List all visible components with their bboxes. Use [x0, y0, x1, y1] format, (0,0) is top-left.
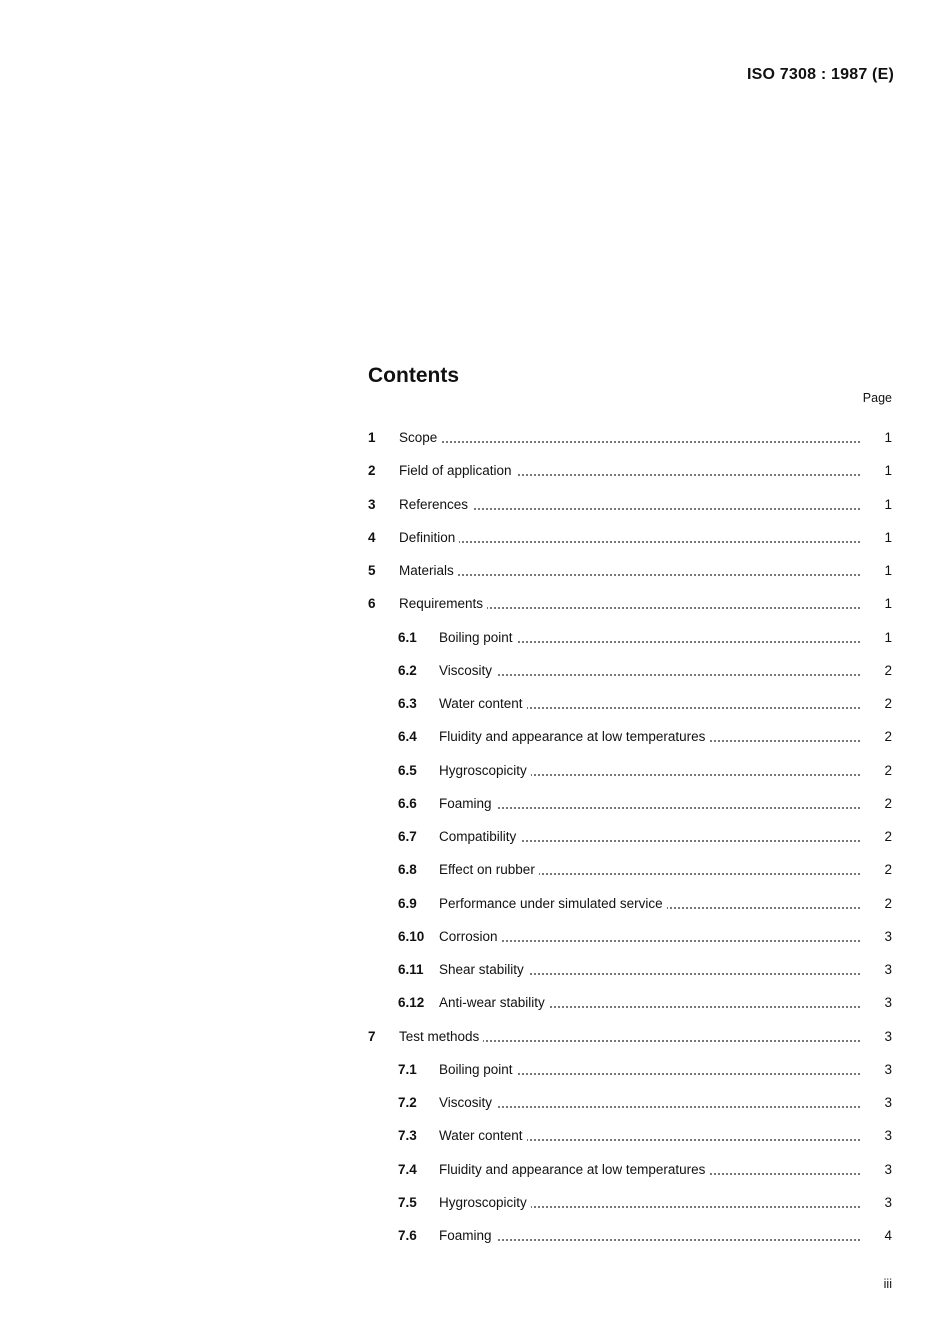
- contents-title: Contents: [368, 364, 459, 387]
- toc-entry-label: Viscosity: [439, 663, 496, 678]
- toc-entry: [368, 993, 894, 1013]
- toc-entry-number: 7.5: [398, 1194, 417, 1210]
- toc-entry-page: 2: [884, 895, 892, 911]
- toc-entry: [368, 727, 894, 747]
- toc-entry-number: 1: [368, 430, 376, 445]
- dot-leader: [439, 1233, 860, 1241]
- toc-entry-leader: [399, 528, 860, 548]
- toc-entry: [368, 661, 894, 681]
- toc-entry-label: Effect on rubber: [439, 862, 539, 877]
- toc-entry-page: 1: [884, 430, 892, 445]
- toc-entry: [368, 1160, 894, 1180]
- toc-entry-page: 3: [884, 1095, 892, 1110]
- toc-entry-number: 6.12: [398, 995, 425, 1011]
- toc-entry-label: Requirements: [399, 596, 487, 611]
- page-column-label: Page: [862, 391, 892, 405]
- toc-entry-leader: [399, 428, 860, 448]
- dot-leader: [439, 1100, 860, 1108]
- toc-entry: [368, 794, 894, 814]
- toc-entry-number: 3: [368, 496, 376, 512]
- toc-entry-leader: [439, 860, 860, 880]
- toc-entry-number: 6: [368, 596, 376, 612]
- toc-entry-label: Field of application: [399, 463, 516, 478]
- toc-entry-number: 6.2: [398, 662, 417, 678]
- toc-entry-label: Corrosion: [439, 929, 502, 944]
- toc-entry-number: 6.4: [398, 729, 417, 745]
- dot-leader: [439, 668, 860, 676]
- toc-entry-label: Shear stability: [439, 962, 528, 977]
- toc-entry-leader: [439, 1226, 860, 1246]
- toc-entry: [368, 1060, 894, 1080]
- footer-page-number: iii: [883, 1277, 892, 1291]
- toc-entry-page: 3: [884, 962, 892, 977]
- toc-entry-page: 3: [884, 1128, 892, 1144]
- toc-entry-page: 2: [884, 829, 892, 844]
- dot-leader: [439, 801, 860, 809]
- toc-entry-page: 2: [884, 762, 892, 778]
- dot-leader: [399, 435, 860, 443]
- toc-entry-leader: [439, 694, 860, 714]
- toc-entry-number: 6.1: [398, 629, 417, 645]
- toc-entry-number: 6.5: [398, 762, 417, 778]
- toc-entry-leader: [439, 1193, 860, 1213]
- toc-entry-label: Foaming: [439, 1228, 496, 1243]
- toc-entry-leader: [439, 1126, 860, 1146]
- toc-entry: [368, 1226, 894, 1246]
- toc-entry-page: 4: [884, 1228, 892, 1243]
- toc-entry-label: Performance under simulated service: [439, 896, 667, 911]
- toc-entry-label: Compatibility: [439, 829, 520, 844]
- toc-entry: [368, 1093, 894, 1113]
- toc-entry-number: 7: [368, 1028, 376, 1044]
- toc-entry-label: Hygroscopicity: [439, 1195, 531, 1210]
- toc-entry-label: Boiling point: [439, 1062, 517, 1077]
- toc-entry-leader: [439, 1093, 860, 1113]
- toc-entry-label: Definition: [399, 530, 459, 545]
- toc-entry-page: 2: [884, 729, 892, 745]
- toc-entry: [368, 1126, 894, 1146]
- toc-entry-page: 2: [884, 795, 892, 811]
- toc-entry: [368, 960, 894, 980]
- toc-entry-label: Boiling point: [439, 630, 517, 645]
- toc-entry-number: 6.3: [398, 696, 417, 711]
- toc-entry-page: 3: [884, 928, 892, 944]
- toc-entry-number: 7.6: [398, 1228, 417, 1243]
- toc-entry-number: 6.6: [398, 795, 417, 811]
- toc-entry-leader: [439, 827, 860, 847]
- toc-entry-label: Viscosity: [439, 1095, 496, 1110]
- toc-entry-leader: [439, 661, 860, 681]
- toc-entry-leader: [439, 960, 860, 980]
- toc-entry: [368, 495, 894, 515]
- toc-entry-page: 2: [884, 862, 892, 878]
- toc-entry-number: 7.1: [398, 1061, 417, 1077]
- toc-entry-page: 3: [884, 1161, 892, 1177]
- toc-entry-number: 7.3: [398, 1128, 417, 1144]
- dot-leader: [399, 568, 860, 576]
- toc-entry-label: Foaming: [439, 796, 496, 811]
- toc-entry-page: 1: [884, 596, 892, 612]
- toc-entry-page: 3: [884, 995, 892, 1011]
- toc-entry-page: 1: [884, 563, 892, 578]
- toc-entry-label: Fluidity and appearance at low temperatures: [439, 729, 709, 744]
- dot-leader: [439, 934, 860, 942]
- toc-entry-page: 3: [884, 1194, 892, 1210]
- document-header: ISO 7308 : 1987 (E): [747, 66, 894, 83]
- toc-entry: [368, 827, 894, 847]
- toc-entry-leader: [439, 927, 860, 947]
- toc-entry-leader: [399, 1027, 860, 1047]
- toc-entry-number: 6.9: [398, 895, 417, 911]
- toc-entry: [368, 428, 894, 448]
- toc-entry-label: Test methods: [399, 1029, 483, 1044]
- toc-entry-leader: [439, 794, 860, 814]
- toc-entry: [368, 594, 894, 614]
- toc-entry-leader: [439, 894, 860, 914]
- toc-entry-number: 7.4: [398, 1161, 417, 1177]
- toc-entry-leader: [399, 461, 860, 481]
- toc-entry-leader: [439, 727, 860, 747]
- toc-entry: [368, 761, 894, 781]
- toc-entry-page: 2: [884, 662, 892, 678]
- toc-entry-number: 2: [368, 463, 376, 479]
- toc-entry-number: 6.7: [398, 829, 417, 844]
- toc-entry-label: Hygroscopicity: [439, 763, 531, 778]
- toc-entry-label: Fluidity and appearance at low temperatures: [439, 1162, 709, 1177]
- toc-entry-page: 2: [884, 696, 892, 711]
- toc-entry-label: References: [399, 497, 472, 512]
- toc-entry: [368, 461, 894, 481]
- toc-entry-page: 1: [884, 629, 892, 645]
- toc-entry: [368, 694, 894, 714]
- toc-entry-label: Water content: [439, 1128, 527, 1143]
- toc-entry-leader: [399, 495, 860, 515]
- toc-entry-number: 6.10: [398, 928, 425, 944]
- toc-entry-page: 3: [884, 1028, 892, 1044]
- toc-entry-page: 1: [884, 529, 892, 545]
- toc-entry: [368, 860, 894, 880]
- toc-entry-leader: [439, 1160, 860, 1180]
- toc-entry-label: Anti-wear stability: [439, 995, 549, 1010]
- toc-entry: [368, 894, 894, 914]
- toc-entry-label: Materials: [399, 563, 458, 578]
- toc-entry-leader: [439, 993, 860, 1013]
- toc-entry: [368, 1027, 894, 1047]
- toc-entry-page: 3: [884, 1061, 892, 1077]
- toc-entry-leader: [399, 561, 860, 581]
- toc-entry: [368, 561, 894, 581]
- toc-entry-leader: [439, 1060, 860, 1080]
- toc-entry-number: 6.8: [398, 862, 417, 878]
- dot-leader: [399, 535, 860, 543]
- toc-entry: [368, 927, 894, 947]
- toc-entry-page: 1: [884, 496, 892, 512]
- toc-entry: [368, 528, 894, 548]
- toc-entry: [368, 628, 894, 648]
- toc-entry-leader: [399, 594, 860, 614]
- toc-entry-number: 5: [368, 563, 376, 578]
- toc-entry: [368, 1193, 894, 1213]
- toc-entry-label: Scope: [399, 430, 441, 445]
- toc-entry-number: 7.2: [398, 1095, 417, 1110]
- toc-entry-number: 4: [368, 529, 376, 545]
- toc-entry-number: 6.11: [398, 962, 424, 977]
- toc-entry-label: Water content: [439, 696, 527, 711]
- toc-entry-leader: [439, 761, 860, 781]
- toc-entry-page: 1: [884, 463, 892, 479]
- toc-entry-leader: [439, 628, 860, 648]
